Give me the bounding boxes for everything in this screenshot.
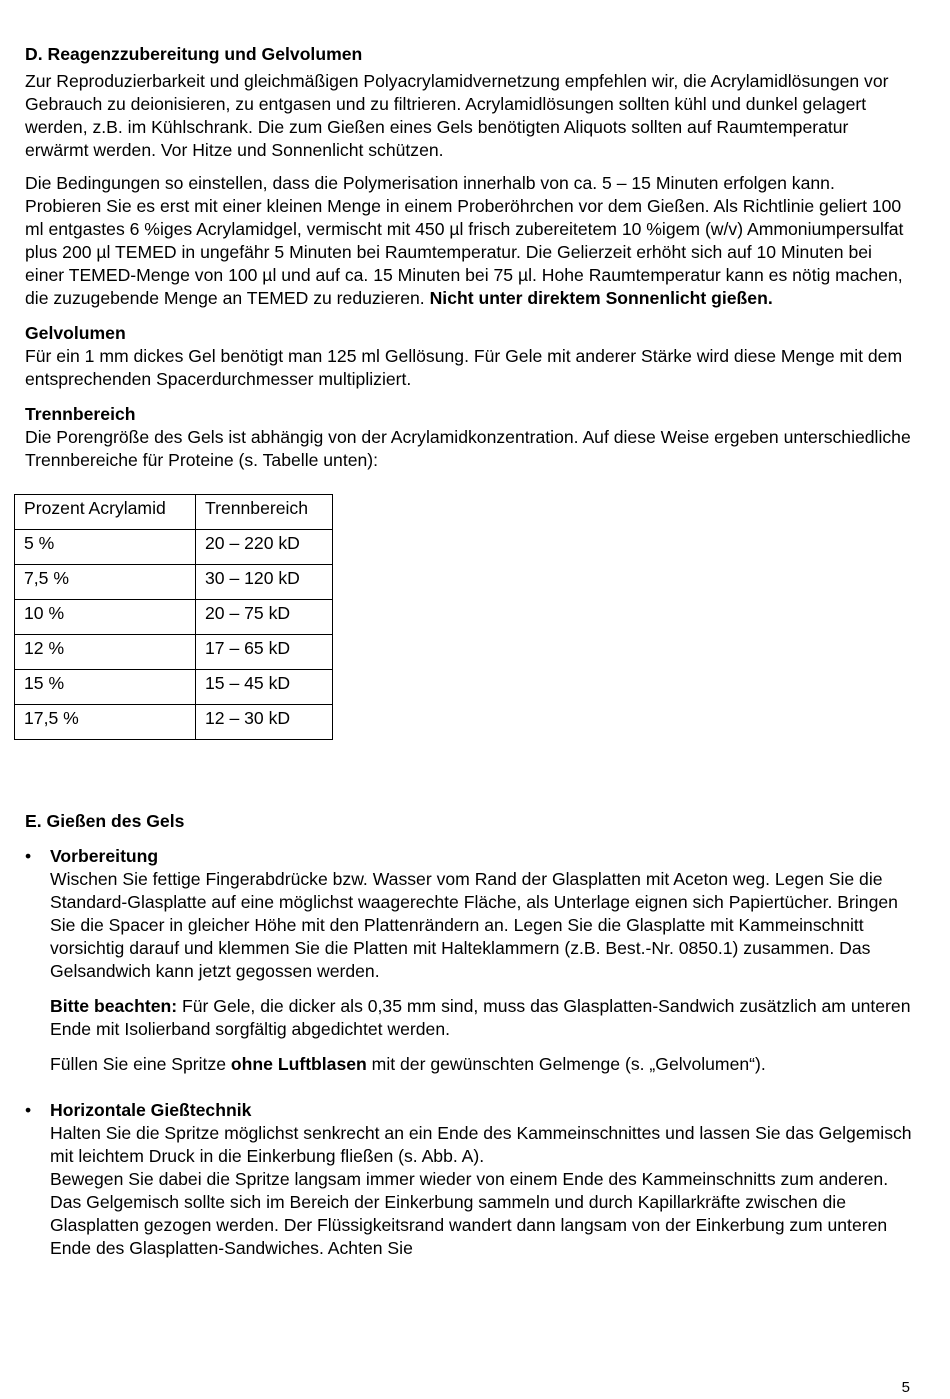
- paragraph-2-text: Die Bedingungen so einstellen, dass die Polymerisation innerhalb von ca. 5 – 15 Minuten erfolgen kann. Probieren Sie es erst mit einer kleinen Menge in einem Proberöhrchen vor dem Gießen. Als Richtlinie geliert 100 ml entgastes 6 %iges Acrylamidgel, vermischt mit 450 µl frisch zubereitetem 10 %igem (w/v) Ammoniumpersulfat plus 200 µl TEMED in ungefähr 5 Minuten bei Raumtemperatur. Die Gelierzeit erhöht sich auf 10 Minuten bei einer TEMED-Menge von 100 µl und auf ca. 15 Minuten bei 75 µl. Hohe Raumtemperatur kann es nötig machen, die zuzugebende Menge an TEMED zu reduzieren.: [25, 173, 904, 308]
- table-cell: 7,5 %: [15, 565, 196, 600]
- table-header-cell: Prozent Acrylamid: [15, 495, 196, 530]
- bullet-vorbereitung: [25, 845, 915, 1076]
- section-d-paragraph-2: [25, 172, 915, 310]
- section-e-heading: E. Gießen des Gels: [25, 811, 185, 831]
- page-number: 5: [901, 1379, 910, 1396]
- table-cell: 10 %: [15, 600, 196, 635]
- table-row: [15, 565, 333, 600]
- vorbereitung-text: Wischen Sie fettige Fingerabdrücke bzw. Wasser vom Rand der Glasplatten mit Aceton weg. Legen Sie die Standard-Glasplatte auf eine möglichst waagerechte Fläche, als Unterlage eignen sich Papiertücher. Bringen Sie die Spacer in gleicher Höhe mit den Plattenrändern an. Legen Sie die Glasplatte mit Kammeinschnitt vorsichtig darauf und klemmen Sie die Platten mit Halteklammern (z.B. Best.-Nr. 0850.1) zusammen. Das Gelsandwich kann jetzt gegossen werden.: [50, 869, 898, 981]
- section-d-heading: D. Reagenzzubereitung und Gelvolumen: [25, 44, 363, 64]
- table-cell: 15 – 45 kD: [196, 670, 333, 705]
- table-row: [15, 600, 333, 635]
- trennbereich-text: Die Porengröße des Gels ist abhängig von der Acrylamidkonzentration. Auf diese Weise ergeben unterschiedliche Trennbereiche für Proteine (s. Tabelle unten):: [25, 427, 911, 470]
- table-cell: 20 – 220 kD: [196, 530, 333, 565]
- fill-paragraph: [50, 1053, 915, 1076]
- table-cell: 12 %: [15, 635, 196, 670]
- vorbereitung-title: Vorbereitung: [50, 846, 159, 866]
- fill-bold: ohne Luftblasen: [230, 1054, 367, 1074]
- note-paragraph: [50, 995, 915, 1041]
- gelvolumen-title: Gelvolumen: [25, 323, 126, 343]
- horizontal-text-2: Bewegen Sie dabei die Spritze langsam immer wieder von einem Ende des Kammeinschnitts zum anderen. Das Gelgemisch sollte sich im Bereich der Einkerbung sammeln und durch Kapillarkräfte zwischen die Glasplatten gezogen werden. Der Flüssigkeitsrand wandert dann langsam von der Einkerbung zum unteren Ende des Glasplatten-Sandwiches. Achten Sie: [50, 1169, 889, 1258]
- section-d-paragraph-1: Zur Reproduzierbarkeit und gleichmäßigen Polyacrylamidvernetzung empfehlen wir, die Acrylamidlösungen vor Gebrauch zu deionisieren, zu entgasen und zu filtrieren. Acrylamidlösungen sollten kühl und dunkel gelagert werden, z.B. im Kühlschrank. Die zum Gießen eines Gels benötigten Aliquots sollten auf Raumtemperatur erwärmt werden. Vor Hitze und Sonnenlicht schützen.: [25, 71, 889, 160]
- note-text: Für Gele, die dicker als 0,35 mm sind, muss das Glasplatten-Sandwich zusätzlich am unteren Ende mit Isolierband sorgfältig abgedichtet werden.: [50, 996, 911, 1039]
- table-row: [15, 670, 333, 705]
- fill-text-post: mit der gewünschten Gelmenge (s. „Gelvolumen“).: [366, 1054, 766, 1074]
- horizontal-title: Horizontale Gießtechnik: [50, 1100, 252, 1120]
- table-row: [15, 530, 333, 565]
- table-row: [15, 635, 333, 670]
- table-cell: 5 %: [15, 530, 196, 565]
- table-header-cell: Trennbereich: [196, 495, 333, 530]
- separation-range-table: [14, 494, 333, 740]
- trennbereich-title: Trennbereich: [25, 404, 136, 424]
- table-cell: 17,5 %: [15, 705, 196, 740]
- table-cell: 15 %: [15, 670, 196, 705]
- horizontal-text-1: Halten Sie die Spritze möglichst senkrecht an ein Ende des Kammeinschnittes und lassen Sie das Gelgemisch mit leichtem Druck in die Einkerbung fließen (s. Abb. A).: [50, 1123, 912, 1166]
- bullet-icon: •: [25, 1100, 32, 1120]
- table-cell: 30 – 120 kD: [196, 565, 333, 600]
- bullet-icon: •: [25, 846, 32, 866]
- table-cell: 17 – 65 kD: [196, 635, 333, 670]
- gelvolumen-text: Für ein 1 mm dickes Gel benötigt man 125 ml Gellösung. Für Gele mit anderer Stärke wird diese Menge mit dem entsprechenden Spacerdurchmesser multipliziert.: [25, 346, 903, 389]
- bullet-horizontal: [25, 1099, 915, 1260]
- fill-text-pre: Füllen Sie eine Spritze: [50, 1054, 231, 1074]
- paragraph-2-bold: Nicht unter direktem Sonnenlicht gießen.: [429, 288, 773, 308]
- note-bold: Bitte beachten:: [50, 996, 178, 1016]
- table-row: [15, 705, 333, 740]
- table-cell: 20 – 75 kD: [196, 600, 333, 635]
- table-header-row: [15, 495, 333, 530]
- table-cell: 12 – 30 kD: [196, 705, 333, 740]
- document-page: [25, 43, 915, 1260]
